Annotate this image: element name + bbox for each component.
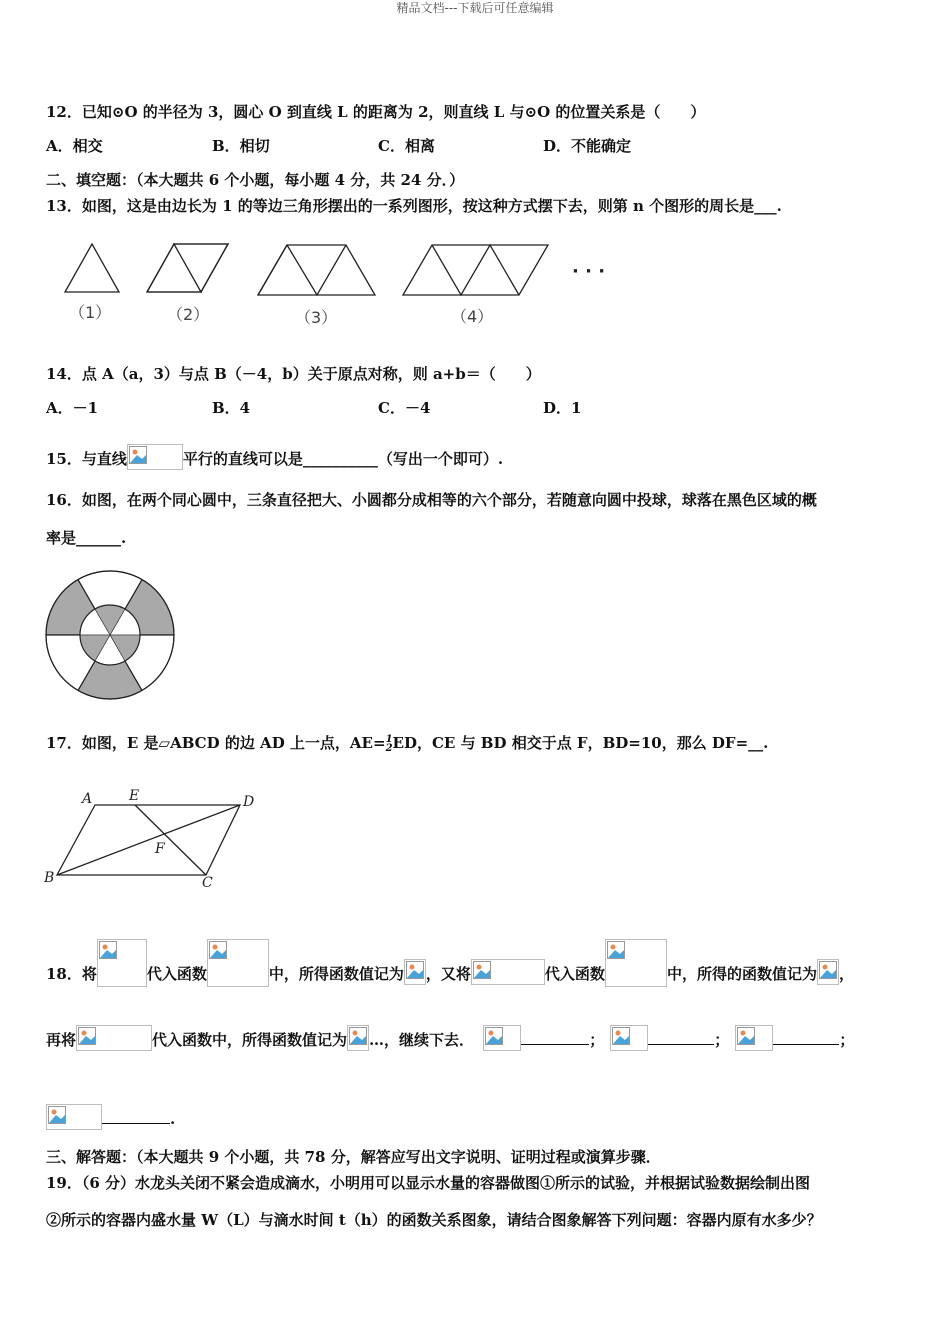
broken-image-icon bbox=[471, 959, 545, 985]
q18-text-7: ， bbox=[838, 965, 854, 983]
frac-denominator: 2 bbox=[385, 743, 393, 754]
figure-ellipsis: · · · bbox=[572, 261, 606, 282]
question-12: 12．已知⊙O 的半径为 3，圆心 O 到直线 L 的距离为 2，则直线 L 与⊙O 的位置关系是（ ） bbox=[46, 103, 706, 121]
broken-image-icon bbox=[97, 939, 147, 987]
point-a-label: A bbox=[82, 791, 93, 807]
broken-image-icon bbox=[483, 1025, 521, 1051]
broken-image-icon bbox=[207, 939, 269, 987]
broken-image-icon bbox=[404, 959, 426, 985]
q18-text-4: ，又将 bbox=[425, 965, 471, 983]
answer-blank bbox=[648, 1044, 714, 1045]
broken-image-icon bbox=[610, 1025, 648, 1051]
point-b-label: B bbox=[44, 870, 55, 886]
broken-image-icon bbox=[347, 1025, 369, 1051]
page-header: 精品文档---下载后可任意编辑 bbox=[396, 1, 554, 15]
q17-prefix: 17．如图，E 是▱ABCD 的边 AD 上一点，AE= bbox=[46, 734, 386, 752]
concentric-circles-figure bbox=[43, 568, 177, 702]
q14-option-d: D．1 bbox=[543, 399, 582, 417]
q17-suffix: ED，CE 与 BD 相交于点 F，BD=10，那么 DF=__. bbox=[392, 734, 769, 752]
section-3-heading: 三、解答题：（本大题共 9 个小题，共 78 分，解答应写出文字说明、证明过程或演算步骤． bbox=[46, 1148, 661, 1166]
q18-text-10: …，继续下去． bbox=[369, 1031, 475, 1049]
point-d-label: D bbox=[243, 794, 255, 810]
point-f-label: F bbox=[155, 841, 165, 857]
q18-text-8: 再将 bbox=[46, 1031, 77, 1049]
fraction-one-half bbox=[386, 735, 393, 753]
q12-option-b: B．相切 bbox=[212, 137, 270, 155]
q15-suffix: 平行的直线可以是__________（写出一个即可）. bbox=[182, 450, 504, 468]
figure-label-3: （3） bbox=[295, 308, 338, 327]
q14-option-c: C．－4 bbox=[378, 399, 431, 417]
q14-option-a: A．－1 bbox=[46, 399, 99, 417]
triangle-sequence-figure bbox=[55, 235, 635, 335]
q18-text-1: 18．将 bbox=[46, 965, 97, 983]
q18-text-5: 代入函数 bbox=[544, 965, 605, 983]
q18-sep-3: ； bbox=[839, 1031, 855, 1049]
q18-sep-1: ； bbox=[589, 1031, 605, 1049]
q18-text-3: 中，所得函数值记为 bbox=[268, 965, 404, 983]
question-19-line-2: ②所示的容器内盛水量 W（L）与滴水时间 t（h）的函数关系图象，请结合图象解答下列问题：容器内原有水多少？ bbox=[46, 1211, 822, 1229]
parallelogram-figure bbox=[40, 785, 265, 891]
answer-blank bbox=[102, 1123, 170, 1124]
broken-image-icon bbox=[46, 1104, 102, 1130]
answer-blank bbox=[773, 1044, 839, 1045]
question-18-line-2 bbox=[46, 1025, 854, 1051]
q12-option-d: D．不能确定 bbox=[543, 137, 632, 155]
section-2-heading: 二、填空题：（本大题共 6 个小题，每小题 4 分，共 24 分．） bbox=[46, 171, 465, 189]
question-17 bbox=[46, 733, 768, 753]
broken-image-icon bbox=[76, 1025, 152, 1051]
question-13: 13．如图，这是由边长为 1 的等边三角形摆出的一系列图形，按这种方式摆下去，则第 n 个图形的周长是___. bbox=[46, 197, 782, 215]
figure-1-triangle bbox=[65, 244, 119, 292]
q12-option-c: C．相离 bbox=[378, 137, 435, 155]
figure-2-triangles bbox=[147, 244, 228, 292]
q12-option-a: A．相交 bbox=[46, 137, 103, 155]
q18-text-6: 中，所得的函数值记为 bbox=[666, 965, 817, 983]
q14-option-b: B．4 bbox=[212, 399, 251, 417]
q18-sep-2: ； bbox=[714, 1031, 730, 1049]
broken-image-icon bbox=[817, 959, 839, 985]
broken-image-icon bbox=[605, 939, 667, 987]
figure-3-triangles bbox=[258, 245, 375, 295]
answer-blank bbox=[521, 1044, 589, 1045]
q18-text-2: 代入函数 bbox=[146, 965, 207, 983]
point-e-label: E bbox=[129, 788, 140, 804]
broken-image-icon bbox=[735, 1025, 773, 1051]
figure-label-4: （4） bbox=[451, 307, 494, 326]
broken-image-icon bbox=[127, 444, 183, 470]
question-18-line-3 bbox=[46, 1104, 175, 1130]
q15-prefix: 15．与直线 bbox=[46, 450, 127, 468]
q18-text-9: 代入函数中，所得函数值记为 bbox=[152, 1031, 348, 1049]
q18-end: . bbox=[170, 1110, 176, 1128]
question-16-line-2: 率是______. bbox=[46, 529, 127, 547]
question-19-line-1: 19．（6 分）水龙头关闭不紧会造成滴水，小明用可以显示水量的容器做图①所示的试验，并根据试验数据绘制出图 bbox=[46, 1174, 811, 1192]
point-c-label: C bbox=[202, 875, 213, 891]
figure-label-2: （2） bbox=[167, 305, 210, 324]
frac-numerator: 1 bbox=[385, 734, 393, 745]
question-15 bbox=[46, 444, 503, 470]
question-16-line-1: 16．如图，在两个同心圆中，三条直径把大、小圆都分成相等的六个部分，若随意向圆中投球，球落在黑色区域的概 bbox=[46, 491, 817, 509]
question-14: 14．点 A（a，3）与点 B（－4，b）关于原点对称，则 a+b＝（ ） bbox=[46, 365, 541, 383]
figure-label-1: （1） bbox=[69, 303, 112, 322]
question-18-line-1 bbox=[46, 939, 854, 987]
